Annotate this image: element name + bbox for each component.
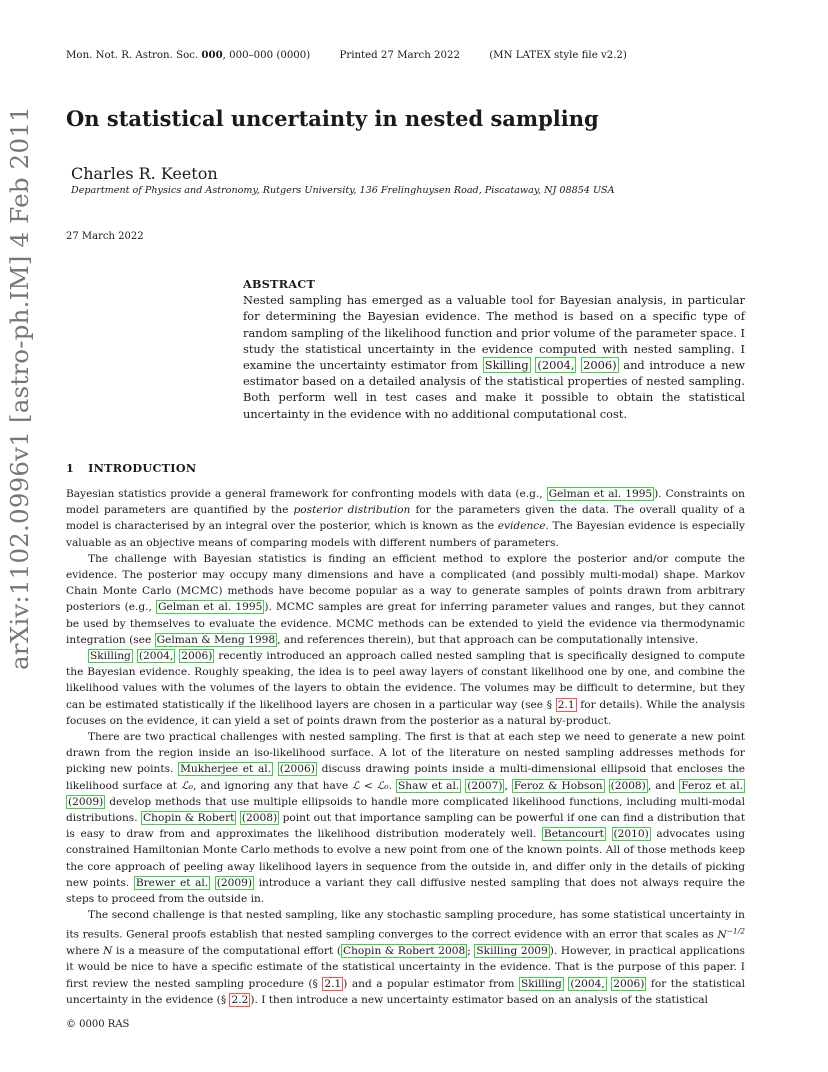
citation-link[interactable]: 2006): [613, 977, 645, 990]
citation-link[interactable]: (2008): [610, 779, 646, 792]
journal-citation: Mon. Not. R. Astron. Soc. 000, 000–000 (0000): [66, 49, 311, 61]
citation-link[interactable]: (2009): [216, 876, 253, 889]
citation-link[interactable]: Chopin & Robert 2008: [342, 945, 466, 958]
paragraph: There are two practical challenges with nested sampling. The first is that at each step we need to generate a new point drawn from the region inside an iso-likelihood surface. A lot of the literature on nested sampling addresses methods for picking new points. Mukherjee et al. (2006) discuss drawing points inside a multi-dimensional ellipsoid that encloses the likelihood surface at ℒ₀, and ignoring any that have ℒ < ℒ₀. Shaw et al. (2007) , Feroz & Hobson (2008) , and Feroz et al. (2009) develop methods that use multiple ellipsoids to handle more complicated likelihood functions, including multi-modal distributions. Chopin & Robert (2008) point out that importance sampling can be powerful if one can find a distribution that is easy to draw from and approximates the likelihood distribution moderately well. Betancourt (2010) advocates using constrained Hamiltonian Monte Carlo methods to evolve a new point from one of the known points. All of those methods keep the core approach of peeling away likelihood layers in sequence from the outside in, and differ only in the details of picking new points. Brewer et al. (2009) introduce a variant they call diffusive nested sampling that does not always require the steps to proceed from the outside in.: [66, 731, 746, 906]
style-file: (MN LATEX style file v2.2): [489, 50, 627, 61]
math-expression: ℒ₀: [181, 779, 193, 792]
copyright-footer: © 0000 RAS: [66, 1019, 130, 1030]
section-reference-link[interactable]: 2.1: [557, 698, 575, 711]
citation-link[interactable]: (2004,: [570, 977, 605, 990]
citation-link[interactable]: (2006): [279, 763, 315, 776]
citation-link[interactable]: Skilling: [90, 650, 131, 663]
paragraph: Skilling (2004, 2006) recently introduced an approach called nested sampling that is specifically designed to compute the Bayesian evidence. Roughly speaking, the idea is to peel away layers of constant likelihood one by one, and combine the likelihood values with the volumes of the layers to obtain the evidence. The volumes may be difficult to determine, but they can be estimated statistically if the likelihood layers are chosen in a particular way (see § 2.1 for details). While the analysis focuses on the evidence, it can yield a set of points drawn from the posterior as a natural by-product.: [66, 650, 746, 727]
paper-date: 27 March 2022: [66, 231, 144, 242]
citation-link[interactable]: Mukherjee et al.: [180, 763, 272, 776]
abstract-heading: ABSTRACT: [243, 277, 316, 291]
abstract-text: Nested sampling has emerged as a valuable tool for Bayesian analysis, in particular for determining the Bayesian evidence. The method is based on a specific type of random sampling of the likelihood function and prior volume of the parameter space. I study the statistical uncertainty in the evidence computed with nested sampling. I examine the uncertainty estimator from Skilling (2004, 2006) and introduce a new estimator based on a detailed analysis of the statistical properties of nested sampling. Both perform well in test cases and make it possible to obtain the statistical uncertainty in the evidence with no additional computational cost.: [243, 293, 745, 421]
citation-link[interactable]: (2009): [68, 795, 104, 808]
arxiv-identifier-stamp: arXiv:1102.0996v1 [astro-ph.IM] 4 Feb 2011: [5, 106, 34, 670]
citation-link[interactable]: Gelman & Meng 1998: [156, 633, 276, 646]
citation-link[interactable]: Betancourt: [543, 828, 604, 841]
citation-link[interactable]: (2010): [613, 828, 649, 841]
citation-link[interactable]: (2004,: [537, 358, 575, 373]
citation-link[interactable]: Gelman et al. 1995: [548, 488, 653, 500]
citation-link[interactable]: Skilling: [520, 977, 562, 990]
math-expression: ℒ < ℒ₀: [352, 779, 389, 792]
citation-link[interactable]: Brewer et al.: [135, 876, 209, 889]
math-expression: $N^{-1/2}$: [717, 926, 745, 942]
paragraph: The second challenge is that nested sampling, like any stochastic sampling procedure, has some statistical uncertainty in its results. General proofs establish that nested sampling converges to the correct evidence with an error that scales as $N^{-1/2}$ where N is a measure of the computational effort ( Chopin & Robert 2008 ; Skilling 2009 ). However, in practical applications it would be nice to have a specific estimate of the statistical uncertainty in the evidence. That is the purpose of this paper. I first review the nested sampling procedure (§ 2.1 ) and a popular estimator from Skilling (2004, 2006) for the statistical uncertainty in the evidence (§ 2.2 ). I then introduce a new uncertainty estimator based on an analysis of the statistical: [66, 909, 745, 1006]
citation-link[interactable]: Shaw et al.: [398, 779, 460, 792]
body-text: [66, 486, 745, 1008]
citation-link[interactable]: Skilling 2009: [476, 945, 548, 958]
citation-link[interactable]: Chopin & Robert: [143, 812, 235, 825]
citation-link[interactable]: Gelman et al. 1995: [158, 601, 263, 614]
paper-title: On statistical uncertainty in nested sampling: [66, 106, 599, 131]
math-expression: N: [103, 945, 113, 958]
citation-link[interactable]: 2006): [181, 650, 213, 663]
section-reference-link[interactable]: 2.1: [324, 977, 342, 990]
citation-link[interactable]: (2008): [241, 812, 278, 825]
printed-date: Printed 27 March 2022: [339, 50, 460, 61]
paragraph: Bayesian statistics provide a general framework for confronting models with data (e.g., Gelman et al. 1995 ). Constraints on model parameters are quantified by the posterior distribution for the parameters given the data. The overall quality of a model is characterised by an integral over the posterior, which is known as the evidence. The Bayesian evidence is especially valuable as an objective means of comparing models with different numbers of parameters.: [66, 488, 745, 549]
section-reference-link[interactable]: 2.2: [231, 993, 249, 1006]
citation-link[interactable]: Feroz et al.: [681, 779, 743, 792]
citation-link[interactable]: 2006): [583, 358, 617, 373]
paragraph: The challenge with Bayesian statistics is finding an efficient method to explore the posterior and/or compute the evidence. The posterior may occupy many dimensions and have a complicated (and possibly multi-modal) shape. Markov Chain Monte Carlo (MCMC) methods have become popular as a way to generate samples of points drawn from arbitrary posteriors (e.g., Gelman et al. 1995 ). MCMC samples are great for inferring parameter values and ranges, but they cannot be used by themselves to evaluate the evidence. MCMC methods can be extended to yield the evidence via thermodynamic integration (see Gelman & Meng 1998 , and references therein), but that approach can be computationally intensive.: [66, 552, 745, 646]
citation-link[interactable]: Feroz & Hobson: [513, 779, 603, 792]
abstract: [243, 276, 745, 422]
author-affiliation: Department of Physics and Astronomy, Rutgers University, 136 Frelinghuysen Road, Piscataway, NJ 08854 USA: [71, 185, 615, 196]
running-header: [66, 49, 766, 61]
author-name: Charles R. Keeton: [71, 164, 218, 183]
citation-link[interactable]: (2007): [467, 779, 503, 792]
citation-link[interactable]: (2004,: [138, 650, 174, 663]
section-heading: 1 INTRODUCTION: [66, 461, 197, 475]
citation-link[interactable]: Skilling: [484, 358, 529, 373]
